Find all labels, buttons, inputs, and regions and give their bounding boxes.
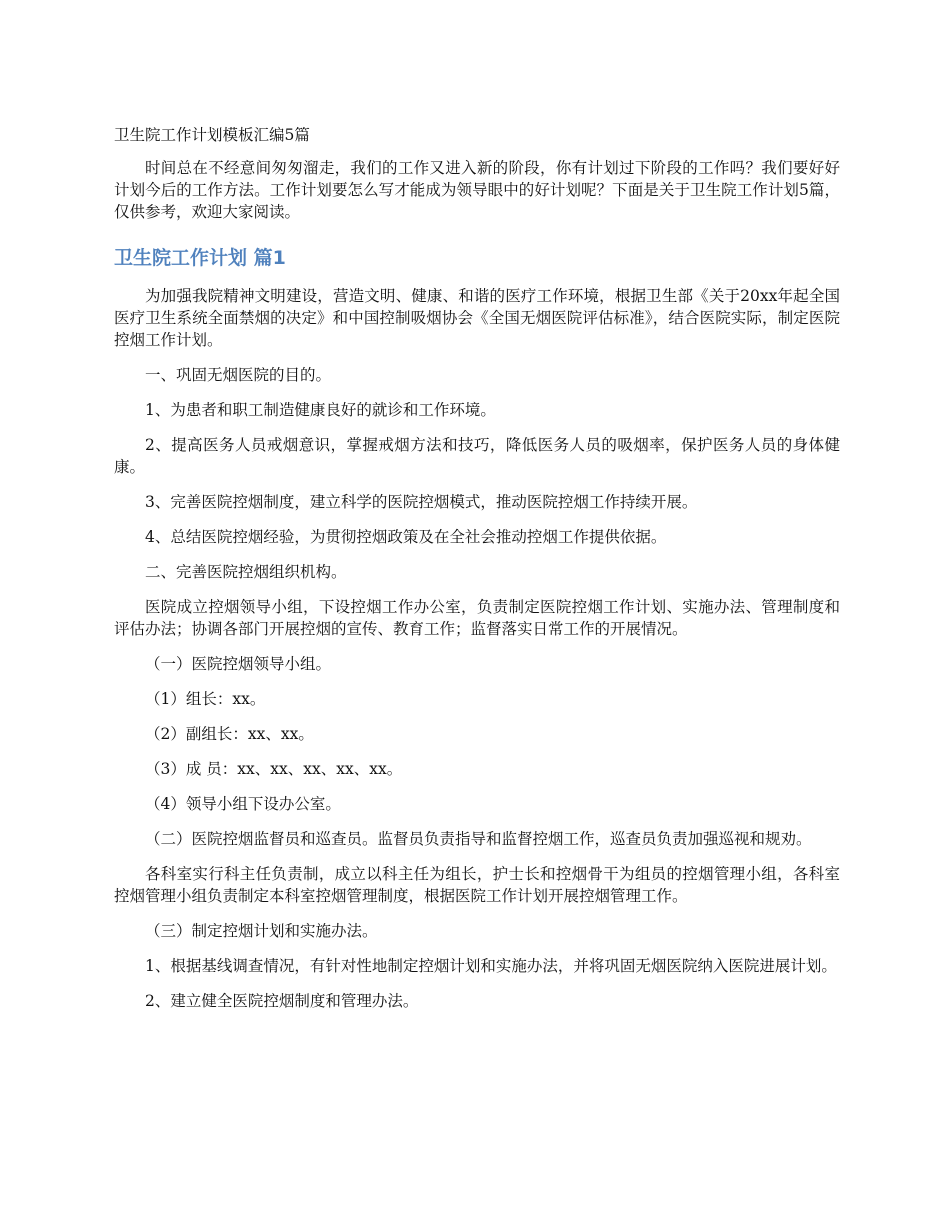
paragraph-members: （3）成 员：xx、xx、xx、xx、xx。	[145, 760, 403, 778]
paragraph-item-3: 3、完善医院控烟制度，建立科学的医院控烟模式，推动医院控烟工作持续开展。	[145, 493, 698, 511]
paragraph-heading-1: 一、巩固无烟医院的目的。	[145, 366, 332, 384]
paragraph-heading-2: 二、完善医院控烟组织机构。	[145, 563, 347, 581]
paragraph-leader: （1）组长：xx。	[145, 690, 266, 708]
paragraph-organization: 医院成立控烟领导小组，下设控烟工作办公室，负责制定医院控烟工作计划、实施办法、管理制度和评估办法；协调各部门开展控烟的宣传、教育工作；监督落实日常工作的开展情况。	[114, 598, 840, 638]
intro-paragraph: 时间总在不经意间匆匆溜走，我们的工作又进入新的阶段，你有计划过下阶段的工作吗？我们要好好计划今后的工作方法。工作计划要怎么写才能成为领导眼中的好计划呢？下面是关于卫生院工作计划5篇，仅供参考，欢迎大家阅读。	[114, 159, 840, 221]
paragraph-background: 为加强我院精神文明建设，营造文明、健康、和谐的医疗工作环境，根据卫生部《关于20xx年起全国医疗卫生系统全面禁烟的决定》和中国控制吸烟协会《全国无烟医院评估标准》，结合医院实际，制定医院控烟工作计划。	[114, 287, 840, 349]
paragraph-subheading-3: （三）制定控烟计划和实施办法。	[145, 922, 378, 940]
paragraph-plan-item-1: 1、根据基线调查情况，有针对性地制定控烟计划和实施办法，并将巩固无烟医院纳入医院进展计划。	[145, 957, 837, 975]
document-title: 卫生院工作计划模板汇编5篇	[114, 126, 310, 144]
paragraph-item-4: 4、总结医院控烟经验，为贯彻控烟政策及在全社会推动控烟工作提供依据。	[145, 528, 667, 546]
paragraph-deputy-leader: （2）副组长：xx、xx。	[145, 725, 314, 743]
paragraph-supervisors: （二）医院控烟监督员和巡查员。监督员负责指导和监督控烟工作，巡查员负责加强巡视和规劝。	[145, 830, 812, 848]
paragraph-plan-item-2: 2、建立健全医院控烟制度和管理办法。	[145, 992, 419, 1010]
paragraph-item-1: 1、为患者和职工制造健康良好的就诊和工作环境。	[145, 401, 496, 419]
paragraph-department-management: 各科室实行科主任负责制，成立以科主任为组长，护士长和控烟骨干为组员的控烟管理小组，各科室控烟管理小组负责制定本科室控烟管理制度，根据医院工作计划开展控烟管理工作。	[114, 865, 840, 905]
paragraph-item-2: 2、提高医务人员戒烟意识，掌握戒烟方法和技巧，降低医务人员的吸烟率，保护医务人员的身体健康。	[114, 436, 840, 476]
paragraph-office: （4）领导小组下设办公室。	[145, 795, 341, 813]
section-heading: 卫生院工作计划 篇1	[114, 247, 286, 269]
paragraph-subheading-1: （一）医院控烟领导小组。	[145, 655, 332, 673]
